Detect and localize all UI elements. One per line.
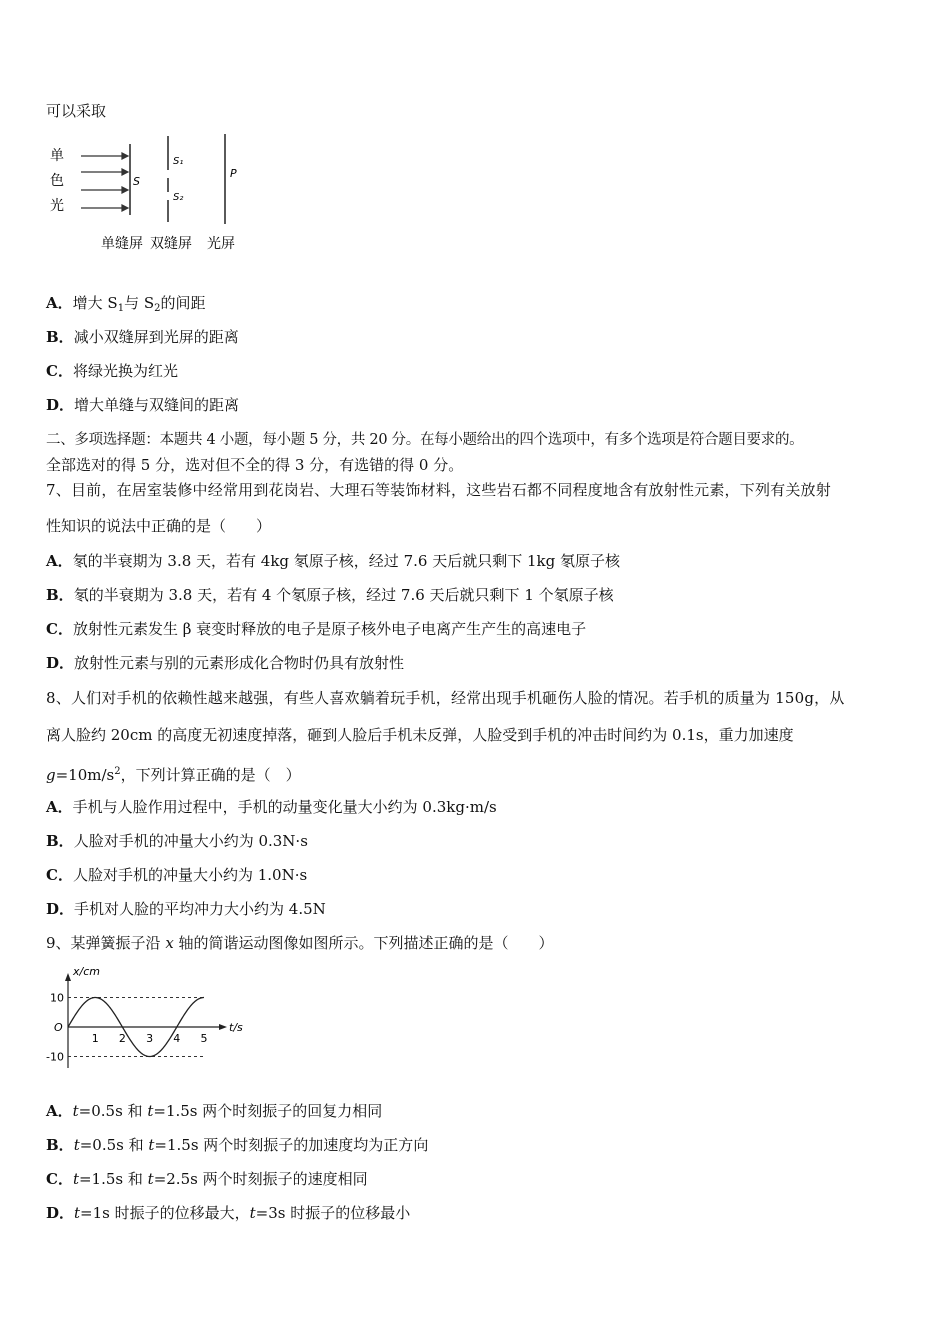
y-tick-label: 10 bbox=[50, 991, 64, 1005]
q8-option-c: C．人脸对手机的冲量大小约为 1.0N·s bbox=[46, 866, 308, 884]
fig1-side-char-3: 光 bbox=[50, 198, 64, 214]
y-axis-label: x/cm bbox=[73, 965, 100, 978]
x-axis-arrow bbox=[219, 1024, 227, 1030]
caption-light-screen: 光屏 bbox=[207, 236, 235, 252]
q9-option-a: A．t=0.5s 和 t=1.5s 两个时刻振子的回复力相同 bbox=[46, 1102, 383, 1120]
fig1-side-char-1: 单 bbox=[50, 148, 64, 164]
q9-option-d: D．t=1s 时振子的位移最大，t=3s 时振子的位移最小 bbox=[46, 1204, 411, 1222]
q6-option-c: C．将绿光换为红光 bbox=[46, 362, 178, 380]
origin-label: O bbox=[54, 1021, 63, 1034]
q7-stem-line1: 7、目前，在居室装修中经常用到花岗岩、大理石等装饰材料，这些岩石都不同程度地含有放射性元素，下列有关放射 bbox=[46, 481, 831, 499]
fig1-p-label: P bbox=[230, 167, 237, 180]
q7-stem-line2: 性知识的说法中正确的是（ ） bbox=[46, 517, 272, 535]
fig1-s2-label: S₂ bbox=[173, 192, 184, 203]
q7-option-c: C．放射性元素发生 β 衰变时释放的电子是原子核外电子电离产生产生的高速电子 bbox=[46, 620, 587, 638]
fig1-side-char-2: 色 bbox=[50, 173, 64, 189]
section2-heading-line1: 二、多项选择题：本题共 4 小题，每小题 5 分，共 20 分。在每小题给出的四个选项中，有多个选项是符合题目要求的。 bbox=[46, 432, 804, 448]
section2-heading-line2: 全部选对的得 5 分，选对但不全的得 3 分，有选错的得 0 分。 bbox=[46, 456, 464, 474]
caption-single-slit: 单缝屏 bbox=[101, 236, 143, 252]
q7-option-a: A．氡的半衰期为 3.8 天，若有 4kg 氡原子核，经过 7.6 天后就只剩下 1kg 氡原子核 bbox=[46, 552, 620, 570]
shm-displacement-chart bbox=[40, 960, 260, 1080]
q8-option-d: D．手机对人脸的平均冲力大小约为 4.5N bbox=[46, 900, 326, 918]
x-tick-label: 4 bbox=[173, 1032, 181, 1045]
q9-option-c: C．t=1.5s 和 t=2.5s 两个时刻振子的速度相同 bbox=[46, 1170, 368, 1188]
q8-option-a: A．手机与人脸作用过程中，手机的动量变化量大小约为 0.3kg·m/s bbox=[46, 798, 497, 816]
q9-stem: 9、某弹簧振子沿 x 轴的简谐运动图像如图所示。下列描述正确的是（ ） bbox=[46, 934, 554, 952]
q8-stem-line1: 8、人们对手机的依赖性越来越强，有些人喜欢躺着玩手机，经常出现手机砸伤人脸的情况。若手机的质量为 150g，从 bbox=[46, 689, 845, 707]
q7-option-b: B．氡的半衰期为 3.8 天，若有 4 个氡原子核，经过 7.6 天后就只剩下 1 个氡原子核 bbox=[46, 586, 614, 604]
intro-text: 可以采取 bbox=[46, 102, 107, 120]
double-slit-diagram bbox=[44, 130, 274, 260]
x-tick-label: 3 bbox=[146, 1032, 154, 1045]
y-tick-label: -10 bbox=[46, 1050, 64, 1064]
x-tick-label: 5 bbox=[200, 1032, 208, 1045]
x-axis-label: t/s bbox=[229, 1021, 243, 1034]
q8-stem-line3: $g=10m/s^2$，下列计算正确的是（ ） bbox=[46, 766, 301, 784]
light-arrows bbox=[81, 153, 128, 211]
y-axis-arrow bbox=[65, 973, 71, 981]
caption-double-slit: 双缝屏 bbox=[150, 236, 192, 252]
x-tick-label: 2 bbox=[118, 1032, 126, 1045]
x-tick-label: 1 bbox=[91, 1032, 99, 1045]
q7-option-d: D．放射性元素与别的元素形成化合物时仍具有放射性 bbox=[46, 654, 405, 672]
q8-option-b: B．人脸对手机的冲量大小约为 0.3N·s bbox=[46, 832, 308, 850]
q8-stem-line2: 离人脸约 20cm 的高度无初速度掉落，砸到人脸后手机未反弹，人脸受到手机的冲击时间约为 0.1s，重力加速度 bbox=[46, 726, 794, 744]
q9-option-b: B．t=0.5s 和 t=1.5s 两个时刻振子的加速度均为正方向 bbox=[46, 1136, 429, 1154]
fig1-s-label: S bbox=[133, 175, 140, 188]
q6-option-a: A．增大 $S_1$与 $S_2$的间距 bbox=[46, 294, 206, 314]
q6-option-b: B．减小双缝屏到光屏的距离 bbox=[46, 328, 239, 346]
fig1-s1-label: S₁ bbox=[173, 156, 184, 167]
q6-option-d: D．增大单缝与双缝间的距离 bbox=[46, 396, 240, 414]
